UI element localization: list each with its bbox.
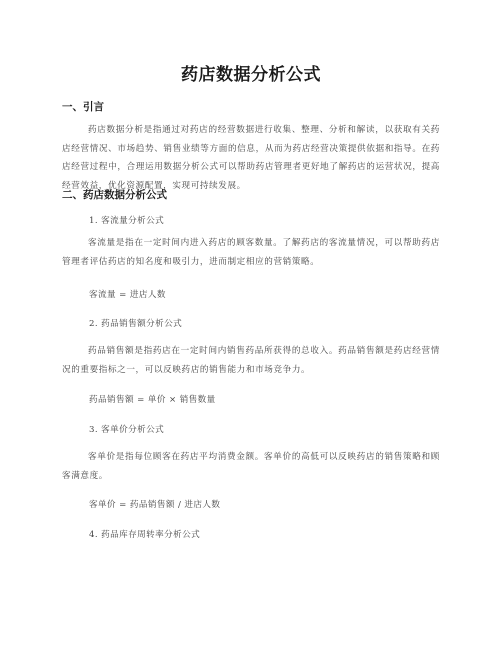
formula-item-title: 4. 药品库存周转率分析公式 bbox=[89, 530, 201, 540]
formula-item-title: 3. 客单价分析公式 bbox=[89, 425, 165, 435]
formula-item-title: 2. 药品销售额分析公式 bbox=[89, 319, 183, 329]
document-title: 药店数据分析公式 bbox=[181, 65, 321, 85]
introduction-paragraph: 药店数据分析是指通过对药店的经营数据进行收集、整理、分析和解读，以获取有关药店经营情况、市场趋势、销售业绩等方面的信息，从而为药店经营决策提供依据和指导。在药店经营过程中，合理运用数据分析公式可以帮助药店管理者更好地了解药店的运营状况，提高经营效益，优化资源配置，实现可持续发展。 bbox=[62, 125, 440, 191]
formula-expression: 药品销售额 = 单价 × 销售数量 bbox=[89, 395, 216, 405]
formula-item-description: 客流量是指在一定时间内进入药店的顾客数量。了解药店的客流量情况，可以帮助药店管理者评估药店的知名度和吸引力，进而制定相应的营销策略。 bbox=[62, 238, 440, 267]
formula-item-description: 客单价是指每位顾客在药店平均消费金额。客单价的高低可以反映药店的销售策略和顾客满意度。 bbox=[62, 452, 440, 481]
formula-expression: 客流量 = 进店人数 bbox=[89, 290, 166, 300]
formula-item-title: 1. 客流量分析公式 bbox=[89, 216, 165, 226]
section-heading-introduction: 一、引言 bbox=[62, 101, 104, 113]
section-heading-formulas: 二、药店数据分析公式 bbox=[62, 189, 167, 201]
formula-expression: 客单价 = 药品销售额 / 进店人数 bbox=[89, 500, 221, 510]
formula-item-description: 药品销售额是指药店在一定时间内销售药品所获得的总收入。药品销售额是药店经营情况的重要指标之一，可以反映药店的销售能力和市场竞争力。 bbox=[62, 346, 440, 375]
